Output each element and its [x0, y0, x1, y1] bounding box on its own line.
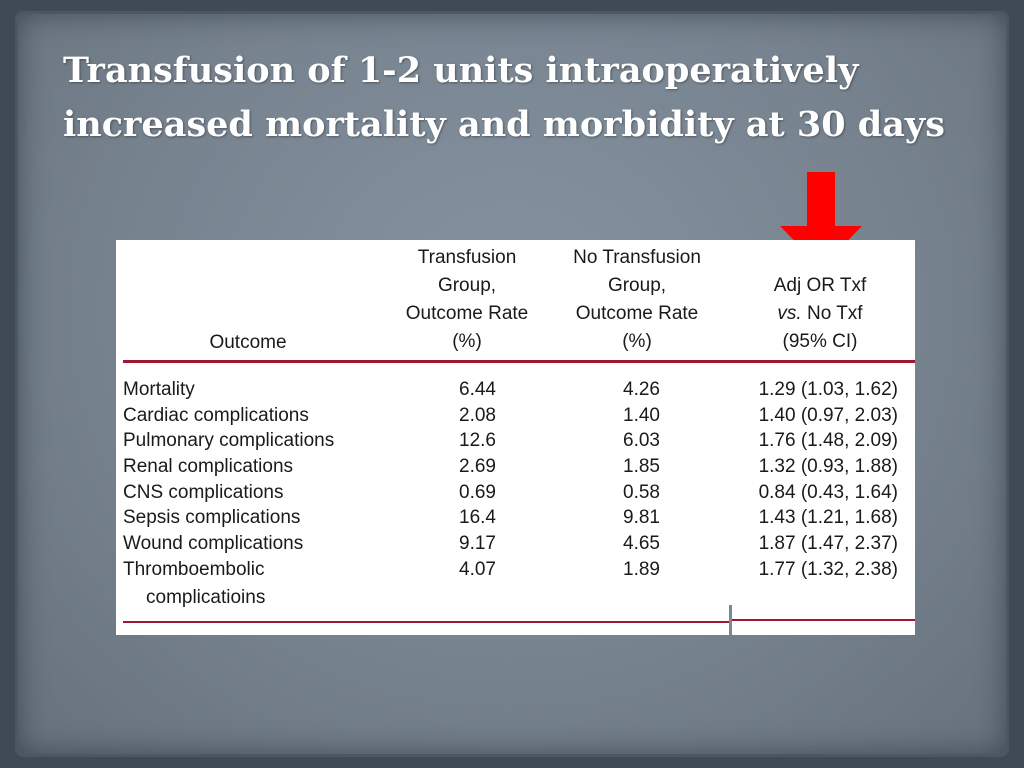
row-no-transfusion-rate: 0.58: [623, 481, 660, 503]
row-adjusted-or: 1.32 (0.93, 1.88): [758, 456, 898, 478]
header-adj-or-vs: vs.: [777, 303, 802, 324]
row-no-transfusion-rate: 1.89: [623, 558, 660, 580]
row-transfusion-rate: 2.69: [459, 456, 496, 478]
header-transfusion-line-4: (%): [452, 331, 482, 352]
header-adj-or-line-1: Adj OR Txf: [773, 275, 867, 296]
table-row: [116, 479, 915, 505]
row-outcome: CNS complications: [123, 481, 284, 503]
arrow-shaft: [807, 172, 835, 228]
row-outcome: Renal complications: [123, 456, 294, 478]
panel-gap: [729, 605, 732, 635]
row-adjusted-or: 1.40 (0.97, 2.03): [758, 404, 898, 426]
header-divider: [123, 360, 915, 363]
table-row: [116, 530, 915, 556]
row-no-transfusion-rate: 4.26: [623, 379, 660, 400]
row-transfusion-rate: 0.69: [459, 481, 496, 503]
row-outcome: Mortality: [123, 379, 195, 400]
table-bottom-rule: [123, 621, 729, 623]
row-adjusted-or: 1.29 (1.03, 1.62): [758, 379, 898, 400]
row-no-transfusion-rate: 6.03: [623, 430, 660, 452]
row-adjusted-or: 1.77 (1.32, 2.38): [758, 558, 898, 580]
row-adjusted-or: 1.76 (1.48, 2.09): [758, 430, 898, 452]
row-no-transfusion-rate: 9.81: [623, 507, 660, 529]
row-transfusion-rate: 12.6: [459, 430, 496, 452]
row-no-transfusion-rate: 1.40: [623, 404, 660, 426]
slide-title-line-2: increased mortality and morbidity at 30 days: [63, 104, 945, 145]
header-no-transfusion-line-1: No Transfusion: [573, 247, 701, 268]
header-adj-or-line-3: (95% CI): [782, 331, 858, 352]
row-transfusion-rate: 16.4: [459, 507, 496, 529]
row-adjusted-or: 0.84 (0.43, 1.64): [758, 481, 898, 503]
slide-title-line-1: Transfusion of 1-2 units intraoperatively: [63, 50, 859, 91]
row-transfusion-rate: 2.08: [459, 404, 496, 426]
table-row: [116, 402, 915, 428]
table-row: [116, 453, 915, 479]
row-outcome: Thromboembolic: [123, 558, 265, 580]
row-adjusted-or: 1.43 (1.21, 1.68): [758, 507, 898, 529]
table-body: [116, 376, 915, 582]
header-transfusion-group: [384, 244, 550, 356]
table-row: [116, 556, 915, 582]
table-row: [116, 376, 915, 402]
slide-title: [63, 44, 983, 152]
row-adjusted-or: 1.87 (1.47, 2.37): [758, 533, 898, 555]
header-transfusion-line-1: Transfusion: [417, 247, 517, 268]
table-bottom-rule-right: [732, 619, 915, 621]
header-adj-or-no-txf: No Txf: [801, 303, 863, 324]
row-outcome: Sepsis complications: [123, 507, 301, 529]
header-outcome: Outcome: [209, 332, 287, 353]
row-transfusion-rate: 6.44: [459, 379, 496, 400]
header-no-transfusion-line-3: Outcome Rate: [575, 303, 699, 324]
header-transfusion-line-2: Group,: [437, 275, 497, 296]
row-outcome: Pulmonary complications: [123, 430, 335, 452]
header-adj-or-line-2: [746, 300, 894, 328]
row-outcome: Cardiac complications: [123, 404, 309, 426]
header-no-transfusion-group: [554, 244, 720, 356]
results-table: [116, 240, 915, 635]
header-no-transfusion-line-4: (%): [622, 331, 652, 352]
row-transfusion-rate: 4.07: [459, 558, 496, 580]
header-no-transfusion-line-2: Group,: [607, 275, 667, 296]
row-no-transfusion-rate: 1.85: [623, 456, 660, 478]
row-no-transfusion-rate: 4.65: [623, 533, 660, 555]
header-transfusion-line-3: Outcome Rate: [405, 303, 529, 324]
row-outcome: Wound complications: [123, 533, 304, 555]
header-adjusted-odds-ratio: [746, 272, 894, 356]
row-outcome-continuation: complicatioins: [146, 587, 266, 608]
table-row: [116, 504, 915, 530]
row-transfusion-rate: 9.17: [459, 533, 496, 555]
table-row: [116, 427, 915, 453]
